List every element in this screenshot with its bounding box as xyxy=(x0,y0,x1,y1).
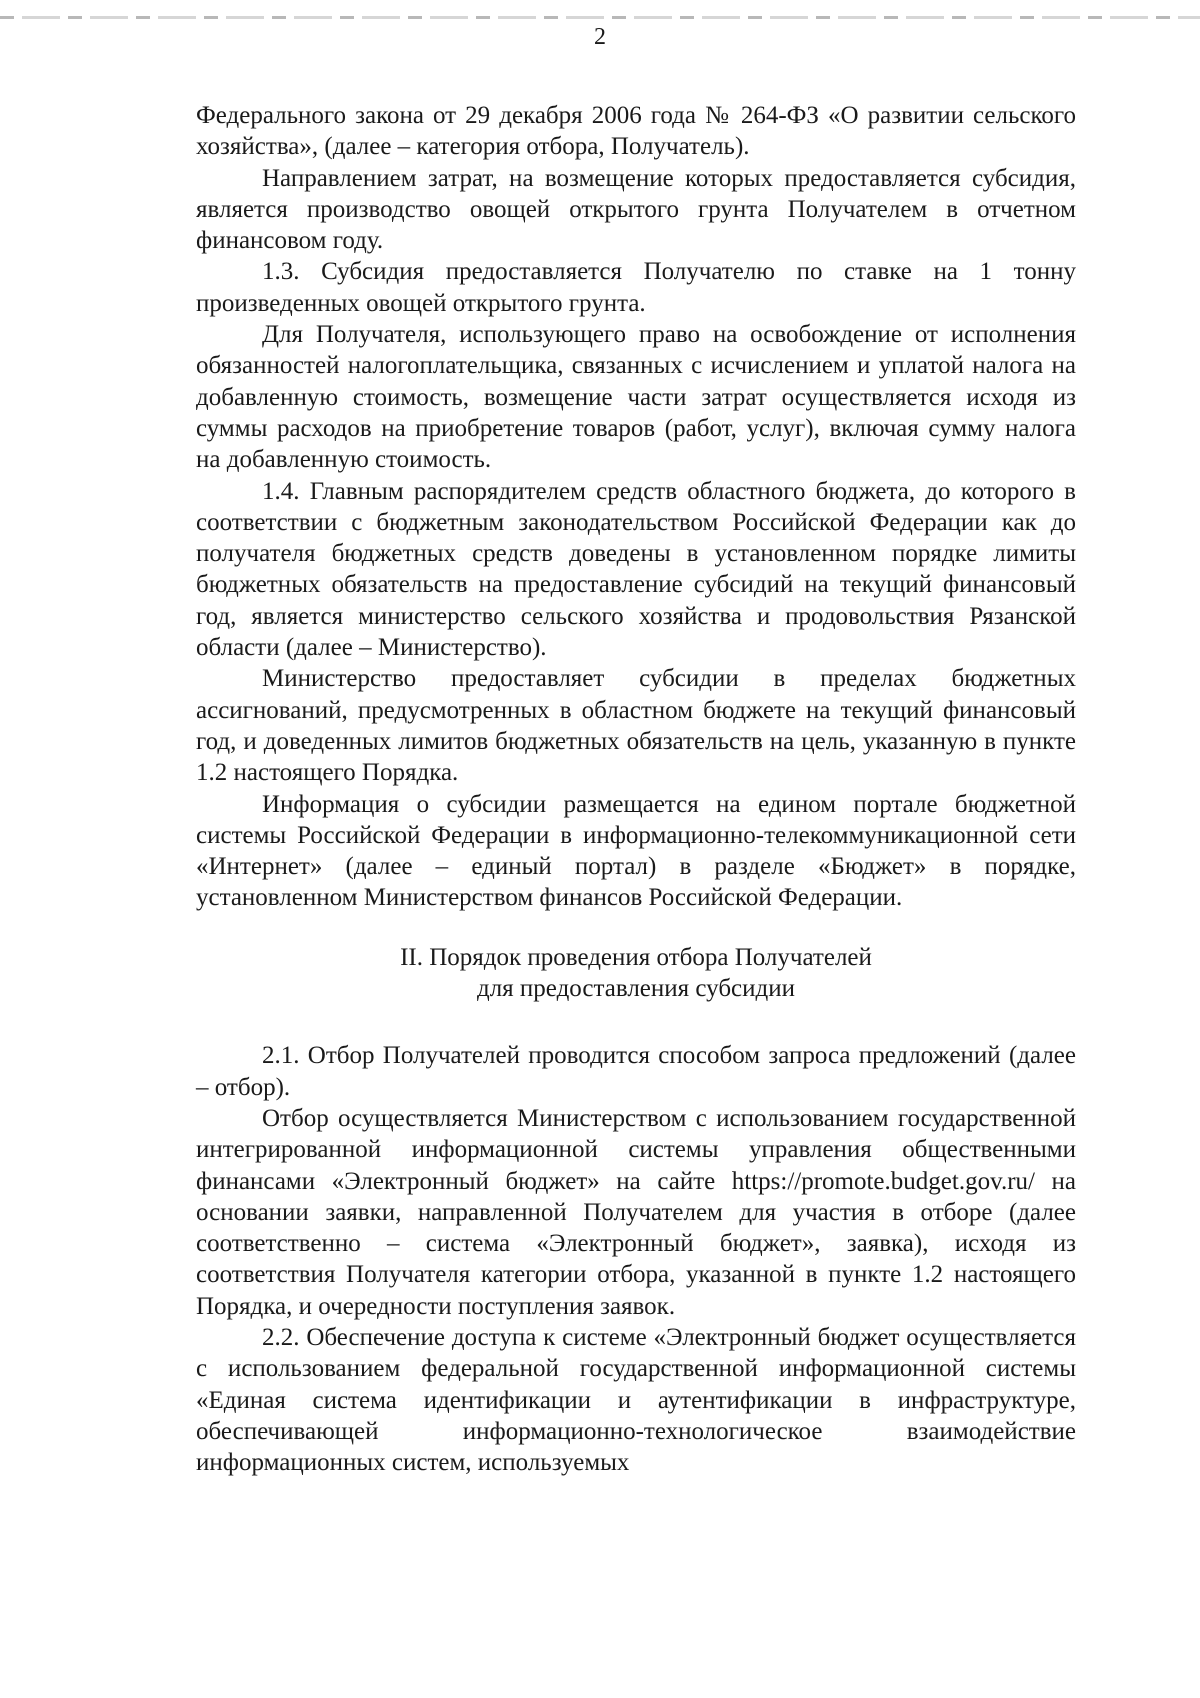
document-body xyxy=(196,100,1076,1478)
section-2-title-line-2: для предоставления субсидии xyxy=(476,975,796,1003)
section-2-title-line-1: II. Порядок проведения отбора Получателей xyxy=(400,943,872,971)
paragraph-2-2: 2.2. Обеспечение доступа к системе «Электронный бюджет осуществляется с использованием федеральной государственной информационной системы «Единая система идентификации и аутентификации в инфраструктуре, обеспечивающей информационно-технологическое взаимодействие информационных систем, используемых xyxy=(196,1323,1076,1477)
paragraph-portal-info: Информация о субсидии размещается на едином портале бюджетной системы Российской Федерации в информационно-телекоммуникационной сети «Интернет» (далее – единый портал) в разделе «Бюджет» в порядке, установленном Министерством финансов Российской Федерации. xyxy=(196,790,1076,912)
paragraph-1-3: 1.3. Субсидия предоставляется Получателю по ставке на 1 тонну произведенных овощей открытого грунта. xyxy=(196,258,1076,317)
section-2-heading xyxy=(196,942,1076,1005)
paragraph-continuation: Федерального закона от 29 декабря 2006 года № 264-ФЗ «О развитии сельского хозяйства», (далее – категория отбора, Получатель). xyxy=(196,102,1076,161)
scan-edge-artifact xyxy=(0,16,1200,19)
paragraph-2-1: 2.1. Отбор Получателей проводится способом запроса предложений (далее – отбор). xyxy=(196,1042,1076,1101)
page-number: 2 xyxy=(594,24,606,50)
paragraph-cost-direction: Направлением затрат, на возмещение которых предоставляется субсидия, является производство овощей открытого грунта Получателем в отчетном финансовом году. xyxy=(196,164,1076,255)
paragraph-ministry-limits: Министерство предоставляет субсидии в пределах бюджетных ассигнований, предусмотренных в областном бюджете на текущий финансовый год, и доведенных лимитов бюджетных обязательств на цель, указанную в пункте 1.2 настоящего Порядка. xyxy=(196,665,1076,787)
paragraph-1-4: 1.4. Главным распорядителем средств областного бюджета, до которого в соответствии с бюджетным законодательством Российской Федерации как до получателя бюджетных средств доведены в установленном порядке лимиты бюджетных обязательств на предоставление субсидий на текущий финансовый год, является министерство сельского хозяйства и продовольствия Рязанской области (далее – Министерство). xyxy=(196,477,1076,662)
paragraph-vat-exemption: Для Получателя, использующего право на освобождение от исполнения обязанностей налогоплательщика, связанных с исчислением и уплатой налога на добавленную стоимость, возмещение части затрат осуществляется исходя из суммы расходов на приобретение товаров (работ, услуг), включая сумму налога на добавленную стоимость. xyxy=(196,321,1076,474)
paragraph-selection-system: Отбор осуществляется Министерством с использованием государственной интегрированной информационной системы управления общественными финансами «Электронный бюджет» на сайте https://promote.budget.gov.ru/ на основании заявки, направленной Получателем для участия в отборе (далее соответственно – система «Электронный бюджет», заявка), исходя из соответствия Получателя категории отбора, указанной в пункте 1.2 настоящего Порядка, и очередности поступления заявок. xyxy=(196,1104,1076,1320)
